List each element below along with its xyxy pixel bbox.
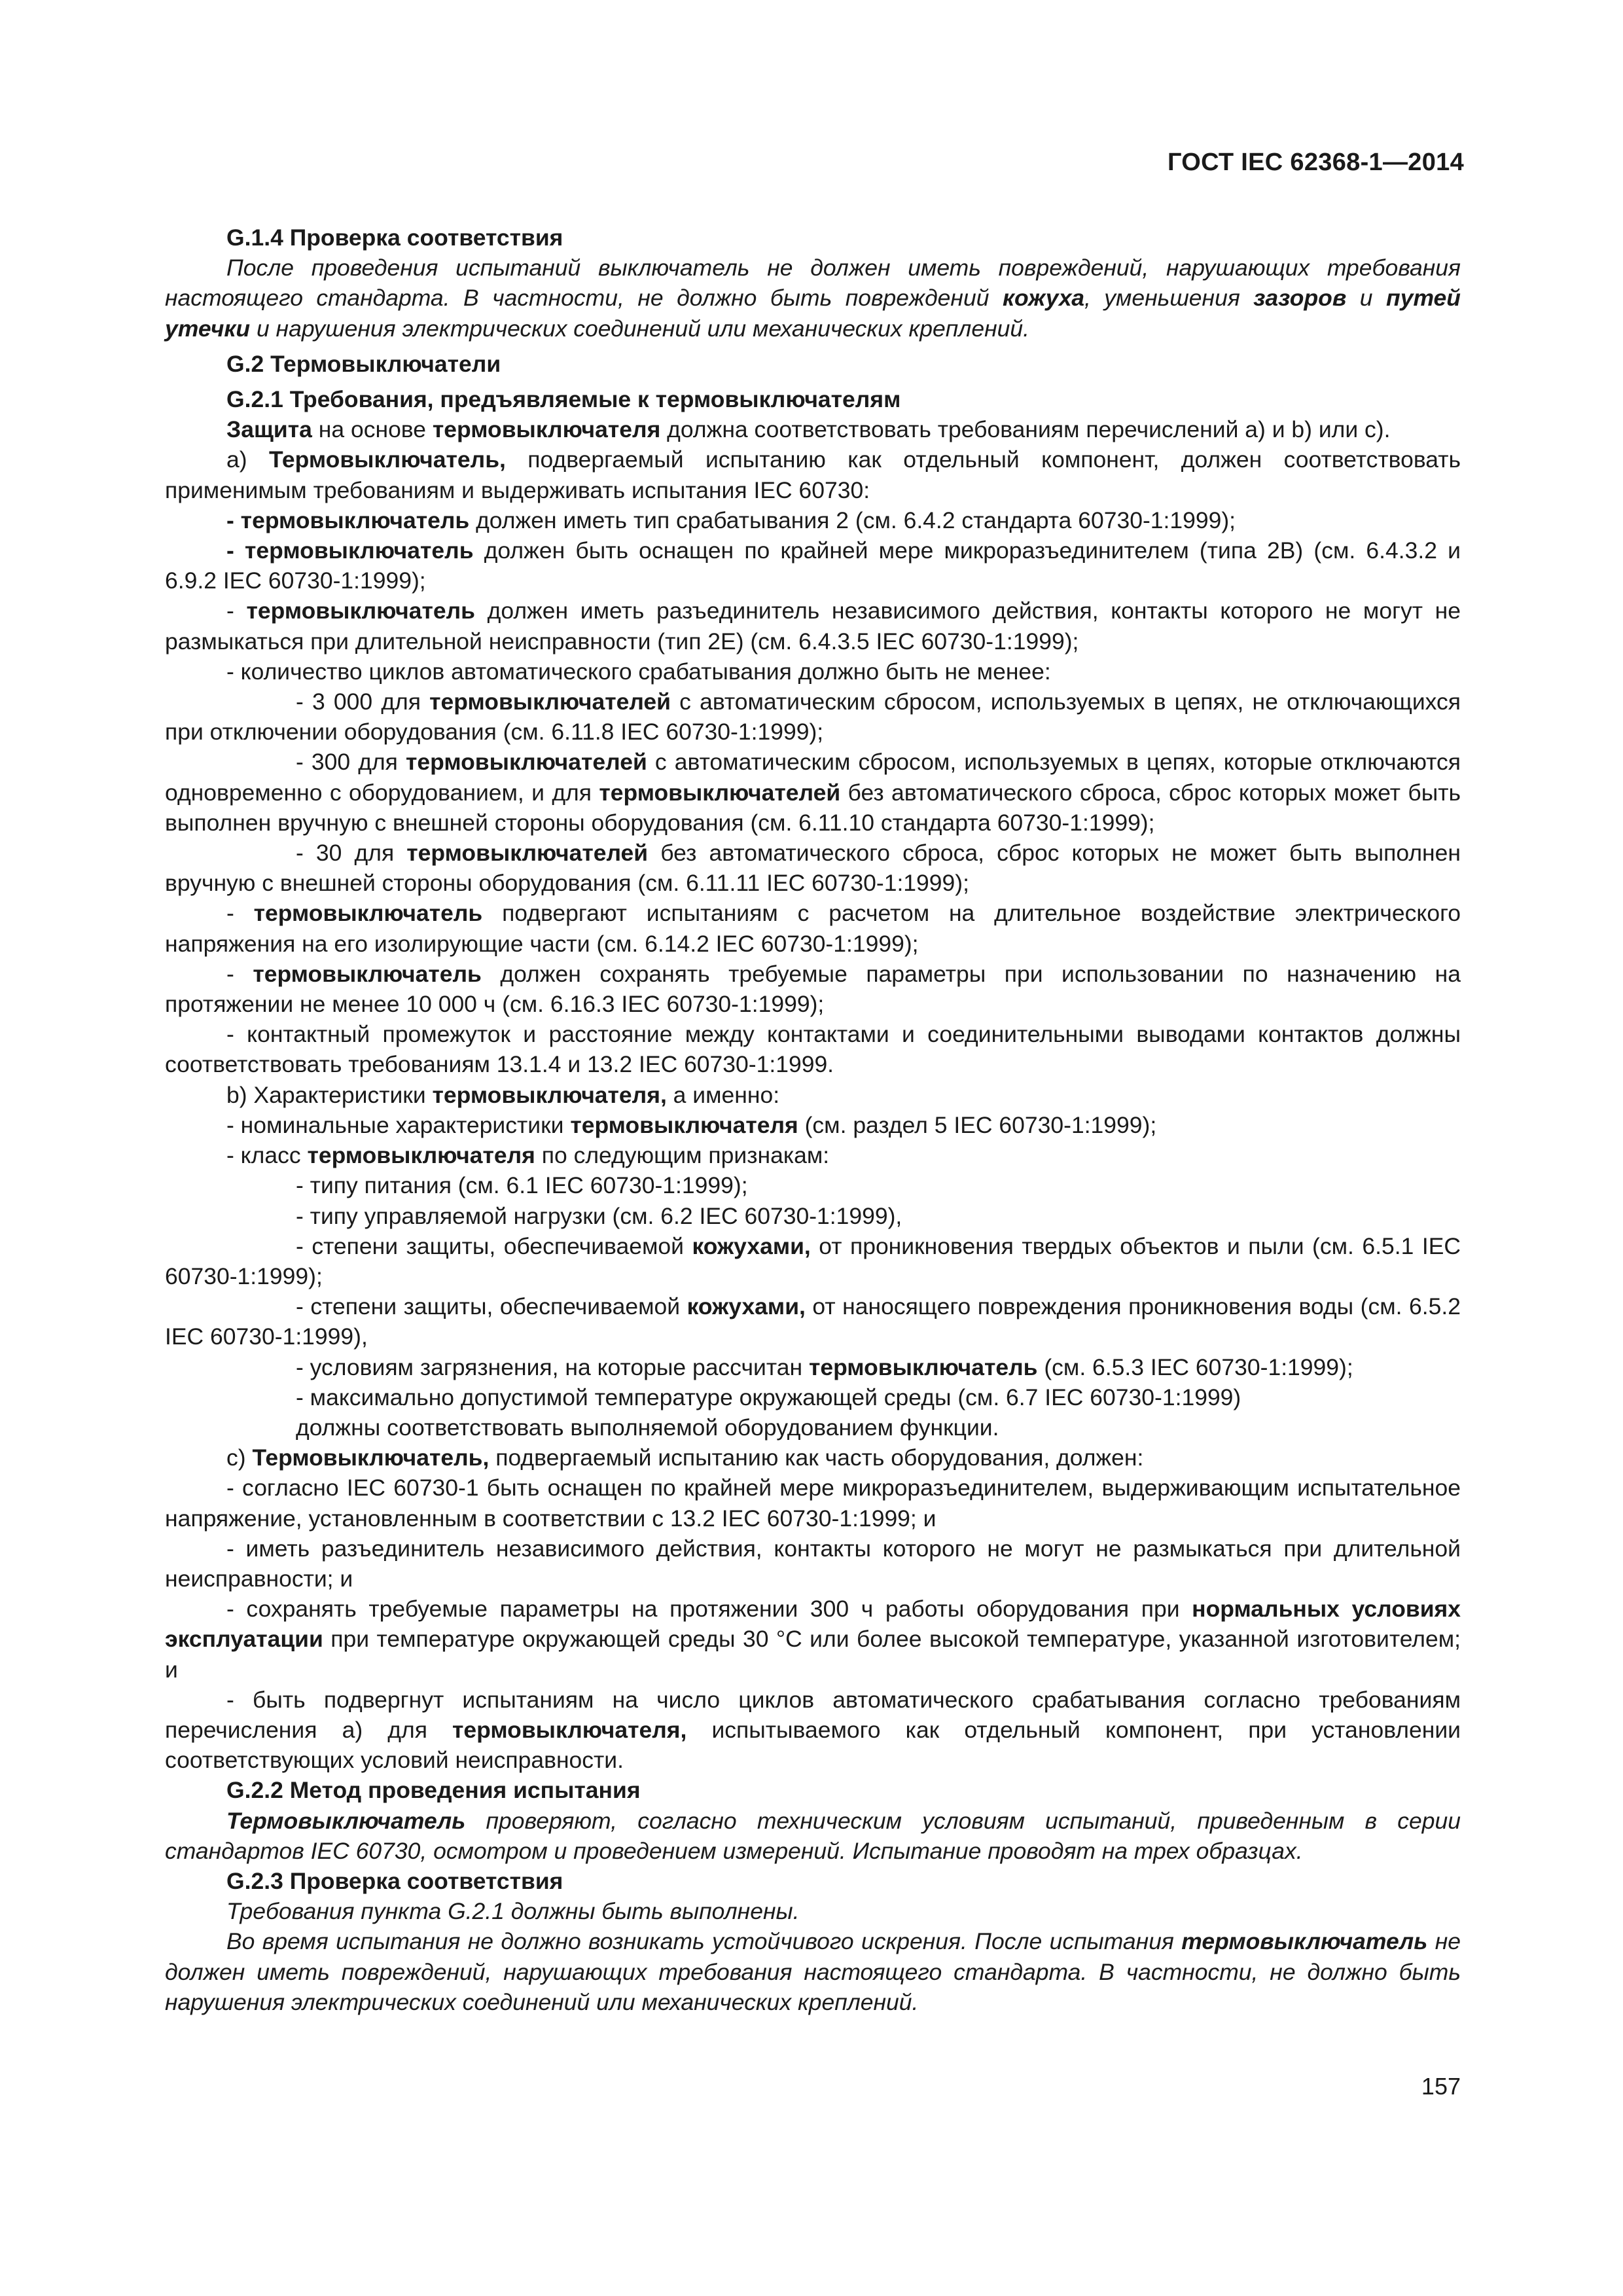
text-run: должен быть оснащен по крайней мере микроразъединителем (типа 2B) (см. 6.4.3.2 и 6.9.2 IEC 60730-1:1999); (165, 537, 1461, 594)
text-run: - степени защиты, обеспечиваемой (296, 1232, 692, 1259)
bold-term: термовыключателя, (452, 1716, 687, 1743)
text-run: - быть подвергнут испытаниям на число циклов автоматического срабатывания согласно требованиям перечисления a) для (165, 1686, 1461, 1743)
text-run: не должен иметь повреждений, нарушающих требования настоящего стандарта. В частности, не должно быть нарушения электрических соединений или механических креплений. (165, 1928, 1461, 2015)
bold-term: термовыключателя (432, 416, 661, 443)
text-run: - номинальные характеристики (226, 1111, 571, 1138)
text-run: G.2.3 Проверка соответствия (226, 1867, 563, 1894)
text-run: - 30 для (296, 840, 407, 867)
text-run: а именно: (666, 1081, 780, 1108)
bold-term: термовыключателей (429, 689, 671, 715)
text-run: от проникновения твердых объектов и пыли (см. 6.5.1 IEC 60730-1:1999); (165, 1232, 1461, 1289)
text-run: G.2.1 Требования, предъявляемые к термовыключателям (226, 386, 901, 413)
standard-designation: ГОСТ IEC 62368-1—2014 (1167, 149, 1464, 176)
paragraph (165, 1896, 1461, 1926)
paragraph (165, 1080, 1461, 1110)
text-run: должен сохранять требуемые параметры при использовании по назначению на протяжении не менее 10 000 ч (см. 6.16.3 IEC 60730-1:1999); (165, 960, 1461, 1018)
text-run: G.1.4 Проверка соответствия (226, 224, 563, 251)
bold-term: термовыключатель (808, 1354, 1038, 1380)
text-run: , уменьшения (1084, 285, 1254, 312)
text-run: c) (226, 1444, 253, 1471)
text-run: - иметь разъединитель независимого действия, контакты которого не могут не размыкаться при длительной неисправности; и (165, 1535, 1461, 1592)
text-run: - максимально допустимой температуре окружающей среды (см. 6.7 IEC 60730-1:1999) (296, 1384, 1241, 1410)
text-run: по следующим признакам: (535, 1142, 830, 1169)
text-run: - степени защиты, обеспечиваемой (296, 1293, 687, 1320)
text-run: - сохранять требуемые параметры на протяжении 300 ч работы оборудования при (226, 1596, 1192, 1623)
page-number: 157 (1421, 2073, 1461, 2100)
paragraph (165, 596, 1461, 656)
paragraph (165, 838, 1461, 898)
text-run: без автоматического сброса, сброс которых может быть выполнен вручную с внешней стороны оборудования (см. 6.11.10 стандарта 60730-1:1999); (165, 779, 1461, 836)
text-run: - (226, 900, 254, 927)
bold-term: термовыключателя, (432, 1081, 667, 1108)
bold-term: термовыключателя (570, 1111, 798, 1138)
bold-term: кожуха (1002, 285, 1084, 312)
text-run: должен иметь тип срабатывания 2 (см. 6.4.2 стандарта 60730-1:1999); (469, 507, 1236, 533)
text-run: - 3 000 для (296, 689, 430, 715)
text-run: - типу управляемой нагрузки (см. 6.2 IEC 60730-1:1999), (296, 1202, 902, 1229)
paragraph (165, 1140, 1461, 1170)
text-run: Требования пункта G.2.1 должны быть выполнены. (226, 1898, 800, 1925)
text-run: от наносящего повреждения проникновения воды (см. 6.5.2 IEC 60730-1:1999), (165, 1293, 1461, 1350)
text-run: После проведения испытаний выключатель не должен иметь повреждений, нарушающих требования настоящего стандарта. В частности, не должно быть повреждений (165, 255, 1461, 312)
document-body (165, 223, 1461, 2017)
paragraph (165, 253, 1461, 344)
paragraph (165, 1443, 1461, 1473)
bold-term: нормальных условиях эксплуатации (165, 1596, 1461, 1653)
paragraph (165, 505, 1461, 535)
paragraph (165, 1170, 1461, 1200)
bold-term: - термовыключатель (226, 507, 470, 533)
text-run: (см. 6.5.3 IEC 60730-1:1999); (1037, 1354, 1353, 1380)
bold-term: термовыключателей (405, 749, 647, 776)
text-run: подвергаемый испытанию как отдельный компонент, должен соответствовать применимым требованиям и выдерживать испытания IEC 60730: (165, 446, 1461, 503)
paragraph (165, 1110, 1461, 1140)
text-run: Во время испытания не должно возникать устойчивого искрения. После испытания (226, 1928, 1182, 1955)
text-run: должны соответствовать выполняемой оборудованием функции. (296, 1414, 999, 1441)
text-run: проверяют, согласно техническим условиям испытаний, приведенным в серии стандартов IEC 60730, осмотром и проведением измерений. Испытание проводят на трех образцах. (165, 1807, 1461, 1864)
text-run: подвергают испытаниям с расчетом на длительное воздействие электрического напряжения на его изолирующие части (см. 6.14.2 IEC 60730-1:1999); (165, 900, 1461, 957)
text-run: должна соответствовать требованиям перечислений a) и b) или c). (660, 416, 1391, 443)
paragraph (165, 1926, 1461, 2017)
text-run: - класс (226, 1142, 308, 1169)
section-heading (165, 384, 1461, 414)
bold-term: кожухами, (692, 1232, 811, 1259)
paragraph (165, 656, 1461, 687)
paragraph (165, 1231, 1461, 1291)
text-run: с автоматическим сбросом, используемых в цепях, которые отключаются одновременно с оборудованием, и для (165, 749, 1461, 806)
paragraph (165, 898, 1461, 958)
paragraph (165, 1806, 1461, 1866)
section-heading (165, 349, 1461, 379)
text-run: и нарушения электрических соединений или механических креплений. (250, 315, 1029, 342)
bold-term: Термовыключатель, (268, 446, 506, 473)
paragraph (165, 1019, 1461, 1079)
bold-term: Термовыключатель (226, 1807, 466, 1834)
text-run: - согласно IEC 60730-1 быть оснащен по крайней мере микроразъединителем, выдерживающим испытательное напряжение, установленным в соответствии с 13.2 IEC 60730-1:1999; и (165, 1475, 1461, 1532)
text-run: и (1346, 285, 1387, 312)
paragraph (165, 687, 1461, 747)
bold-term: Термовыключатель, (252, 1444, 490, 1471)
text-run: подвергаемый испытанию как часть оборудования, должен: (489, 1444, 1144, 1471)
bold-term: кожухами, (687, 1293, 806, 1320)
bold-term: термовыключателей (406, 840, 649, 867)
bold-term: термовыключатель (246, 598, 476, 624)
text-run: - 300 для (296, 749, 406, 776)
text-run: должен иметь разъединитель независимого действия, контакты которого не могут не размыкаться при длительной неисправности (тип 2E) (см. 6.4.3.5 IEC 60730-1:1999); (165, 598, 1461, 655)
bold-term: Защита (226, 416, 312, 443)
text-run: - типу питания (см. 6.1 IEC 60730-1:1999); (296, 1172, 748, 1199)
paragraph (165, 1291, 1461, 1352)
section-heading (165, 223, 1461, 253)
paragraph (165, 1473, 1461, 1533)
text-run: - (226, 960, 253, 987)
text-run: G.2 Термовыключатели (226, 350, 501, 377)
paragraph (165, 414, 1461, 444)
paragraph (165, 1685, 1461, 1776)
bold-term: путей утечки (165, 285, 1461, 342)
bold-term: термовыключателей (599, 779, 841, 806)
text-run: без автоматического сброса, сброс которых не может быть выполнен вручную с внешней стороны оборудования (см. 6.11.11 IEC 60730-1:1999); (165, 840, 1461, 897)
section-heading (165, 1775, 1461, 1805)
text-run: (см. раздел 5 IEC 60730-1:1999); (798, 1111, 1157, 1138)
text-run: a) (226, 446, 269, 473)
text-run: - условиям загрязнения, на которые рассчитан (296, 1354, 809, 1380)
bold-term: - термовыключатель (226, 537, 474, 564)
bold-term: термовыключателя (307, 1142, 535, 1169)
paragraph (165, 444, 1461, 505)
text-run: испытываемого как отдельный компонент, при установлении соответствующих условий неисправности. (165, 1716, 1461, 1774)
paragraph (165, 1534, 1461, 1594)
paragraph (165, 959, 1461, 1019)
bold-term: термовыключатель (1181, 1928, 1428, 1955)
text-run: - контактный промежуток и расстояние между контактами и соединительными выводами контактов должны соответствовать требованиям 13.1.4 и 13.2 IEC 60730-1:1999. (165, 1021, 1461, 1078)
paragraph (165, 1382, 1461, 1412)
paragraph (165, 535, 1461, 596)
text-run: с автоматическим сбросом, используемых в цепях, не отключающихся при отключении оборудования (см. 6.11.8 IEC 60730-1:1999); (165, 689, 1461, 745)
bold-term: термовыключатель (253, 900, 483, 927)
paragraph (165, 1201, 1461, 1231)
bold-term: термовыключатель (253, 960, 482, 987)
text-run: при температуре окружающей среды 30 °C или более высокой температуре, указанной изготовителем; и (165, 1626, 1461, 1683)
text-run: - (226, 598, 247, 624)
text-run: - количество циклов автоматического срабатывания должно быть не менее: (226, 658, 1051, 685)
text-run: b) Характеристики (226, 1081, 433, 1108)
paragraph (165, 1352, 1461, 1382)
paragraph (165, 747, 1461, 838)
text-run: на основе (312, 416, 433, 443)
bold-term: зазоров (1253, 285, 1347, 312)
paragraph (165, 1594, 1461, 1685)
section-heading (165, 1866, 1461, 1896)
paragraph (165, 1412, 1461, 1443)
text-run: G.2.2 Метод проведения испытания (226, 1777, 641, 1804)
